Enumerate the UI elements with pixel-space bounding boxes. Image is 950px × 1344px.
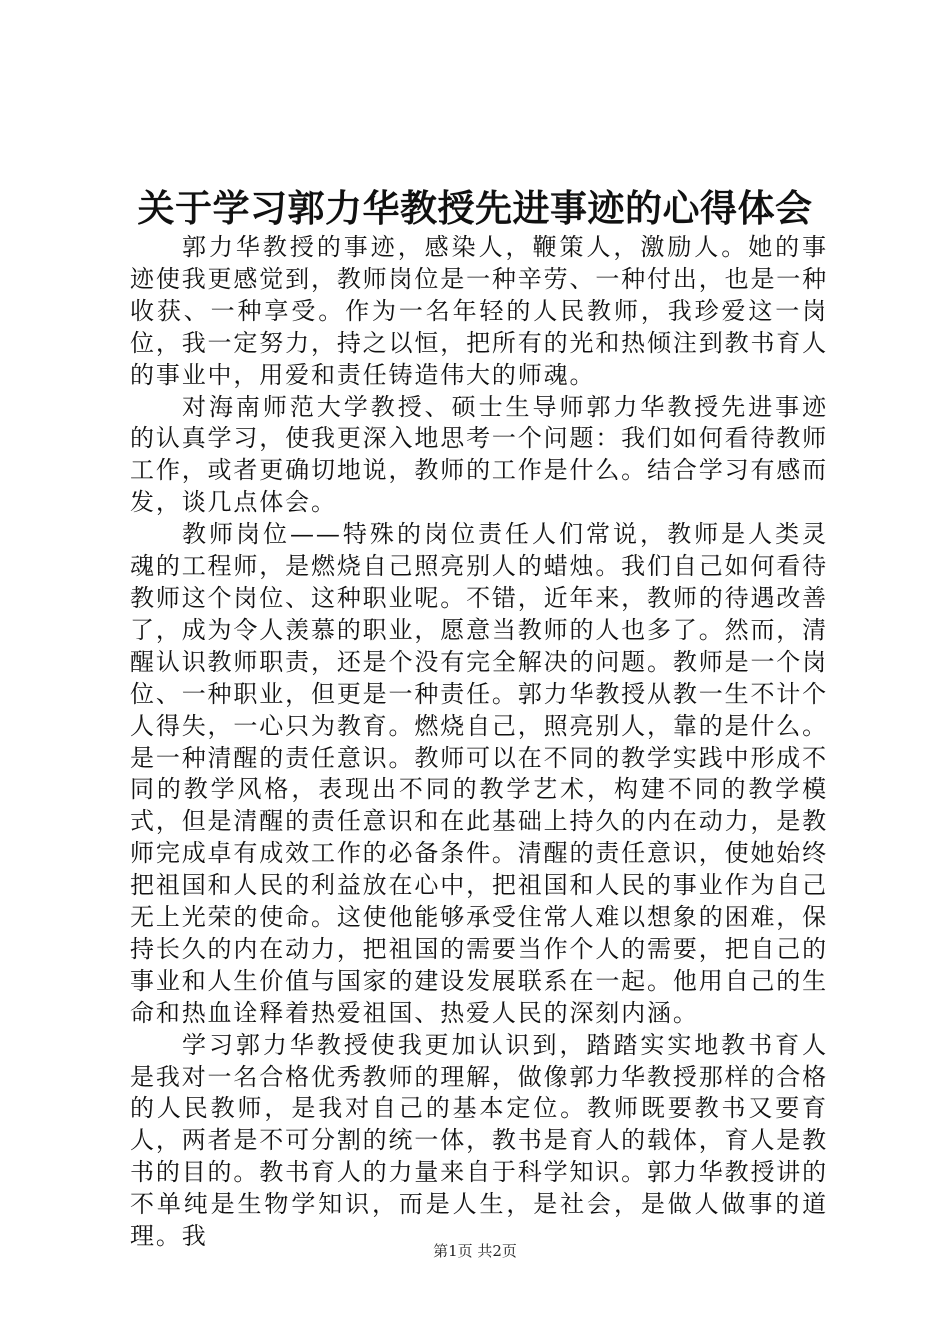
document-body <box>130 232 828 1253</box>
page-footer: 第1页 共2页 <box>433 1242 517 1260</box>
paragraph: 学习郭力华教授使我更加认识到，踏踏实实地教书育人是我对一名合格优秀教师的理解，做像郭力华教授那样的合格的人民教师，是我对自己的基本定位。教师既要教书又要育人，两者是不可分割的统一体，教书是育人的载体，育人是教书的目的。教书育人的力量来自于科学知识。郭力华教授讲的不单纯是生物学知识，而是人生，是社会，是做人做事的道理。我 <box>130 1030 828 1251</box>
paragraph: 教师岗位——特殊的岗位责任人们常说，教师是人类灵魂的工程师，是燃烧自己照亮别人的蜡烛。我们自己如何看待教师这个岗位、这种职业呢。不错，近年来，教师的待遇改善了，成为令人羡慕的职业，愿意当教师的人也多了。然而，清醒认识教师职责，还是个没有完全解决的问题。教师是一个岗位、一种职业，但更是一种责任。郭力华教授从教一生不计个人得失，一心只为教育。燃烧自己，照亮别人，靠的是什么。是一种清醒的责任意识。教师可以在不同的教学实践中形成不同的教学风格，表现出不同的教学艺术，构建不同的教学模式，但是清醒的责任意识和在此基础上持久的内在动力，是教师完成卓有成效工作的必备条件。清醒的责任意识，使她始终把祖国和人民的利益放在心中，把祖国和人民的事业作为自己无上光荣的使命。这使他能够承受住常人难以想象的困难，保持长久的内在动力，把祖国的需要当作个人的需要，把自己的事业和人生价值与国家的建设发展联系在一起。他用自己的生命和热血诠释着热爱祖国、热爱人民的深刻内涵。 <box>130 520 828 1027</box>
paragraph: 郭力华教授的事迹，感染人，鞭策人，激励人。她的事迹使我更感觉到，教师岗位是一种辛劳、一种付出，也是一种收获、一种享受。作为一名年轻的人民教师，我珍爱这一岗位，我一定努力，持之以恒，把所有的光和热倾注到教书育人的事业中，用爱和责任铸造伟大的师魂。 <box>130 233 828 389</box>
paragraph: 对海南师范大学教授、硕士生导师郭力华教授先进事迹的认真学习，使我更深入地思考一个问题：我们如何看待教师工作，或者更确切地说，教师的工作是什么。结合学习有感而发，谈几点体会。 <box>130 392 828 517</box>
document-title: 关于学习郭力华教授先进事迹的心得体会 <box>137 187 813 230</box>
